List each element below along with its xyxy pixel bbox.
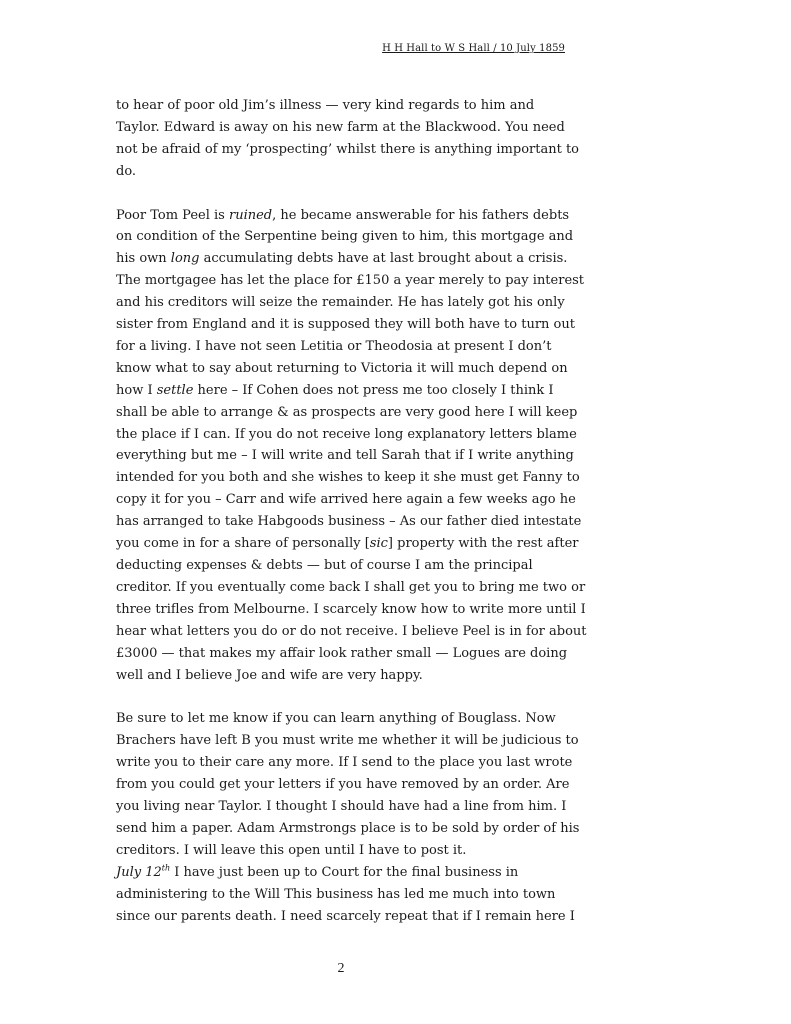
text-line: the place if I can. If you do not receive long explanatory letters blame [116, 426, 577, 442]
text-line: you come in for a share of personally [sic] property with the rest after [116, 536, 579, 552]
text-line: do. [116, 163, 137, 179]
paragraph [116, 708, 580, 927]
text-line: from you could get your letters if you have removed by an order. Are [116, 777, 570, 793]
text-line: you living near Taylor. I thought I should have had a line from him. I [116, 798, 567, 814]
emphasis: long [170, 251, 200, 267]
text-line: for a living. I have not seen Letitia or Theodosia at present I don’t [116, 338, 552, 354]
text-line: administering to the Will This business has led me much into town [116, 886, 556, 902]
text-line: write you to their care any more. If I send to the place you last wrote [116, 755, 573, 771]
paragraph [116, 205, 587, 687]
text-line: £3000 — that makes my affair look rather small — Logues are doing [116, 645, 568, 661]
page-number: 2 [337, 961, 345, 976]
text-line: creditors. I will leave this open until I have to post it. [116, 842, 467, 858]
text-line: deducting expenses & debts — but of course I am the principal [116, 558, 533, 574]
text-line: on condition of the Serpentine being given to him, this mortgage and [116, 229, 574, 245]
text-line: hear what letters you do or do not receive. I believe Peel is in for about [116, 623, 587, 639]
text-line: Poor Tom Peel is ruined, he became answerable for his fathers debts [116, 207, 570, 223]
emphasis: settle [156, 382, 194, 398]
emphasis: sic [369, 536, 388, 552]
text-line: Taylor. Edward is away on his new farm at the Blackwood. You need [116, 119, 565, 135]
ordinal-superscript: th [161, 863, 171, 873]
text-line: shall be able to arrange & as prospects are very good here I will keep [116, 404, 578, 420]
emphasis: ruined [228, 207, 273, 223]
text-line: Brachers have left B you must write me whether it will be judicious to [116, 733, 579, 749]
text-line: his own long accumulating debts have at last brought about a crisis. [116, 251, 568, 267]
text-line: know what to say about returning to Victoria it will much depend on [116, 360, 568, 376]
text-line: to hear of poor old Jim’s illness — very kind regards to him and [116, 98, 535, 113]
text-line: three trifles from Melbourne. I scarcely know how to write more until I [116, 601, 586, 617]
text-line: has arranged to take Habgoods business – As our father died intestate [116, 514, 582, 530]
text-line: sister from England and it is supposed they will both have to turn out [116, 317, 575, 333]
text-line: everything but me – I will write and tell Sarah that if I write anything [116, 448, 574, 464]
running-header: H H Hall to W S Hall / 10 July 1859 [382, 43, 565, 54]
emphasis: July 12 [116, 864, 162, 880]
paragraph [116, 95, 580, 183]
text-line: copy it for you – Carr and wife arrived here again a few weeks ago he [116, 492, 576, 508]
text-line: send him a paper. Adam Armstrongs place is to be sold by order of his [116, 820, 580, 836]
text-line: how I settle here – If Cohen does not press me too closely I think I [116, 382, 554, 398]
text-line: Be sure to let me know if you can learn anything of Bouglass. Now [116, 711, 556, 727]
text-line: not be afraid of my ‘prospecting’ whilst there is anything important to [116, 141, 580, 157]
text-line: July 12th I have just been up to Court for the final business in [116, 863, 519, 880]
text-line: and his creditors will seize the remainder. He has lately got his only [116, 295, 565, 311]
text-line: creditor. If you eventually come back I shall get you to bring me two or [116, 579, 586, 595]
letter-body [116, 95, 587, 927]
text-line: intended for you both and she wishes to keep it she must get Fanny to [116, 470, 580, 486]
text-line: well and I believe Joe and wife are very happy. [116, 667, 423, 683]
text-line: since our parents death. I need scarcely repeat that if I remain here I [116, 908, 575, 924]
text-line: The mortgagee has let the place for £150 a year merely to pay interest [116, 273, 585, 289]
